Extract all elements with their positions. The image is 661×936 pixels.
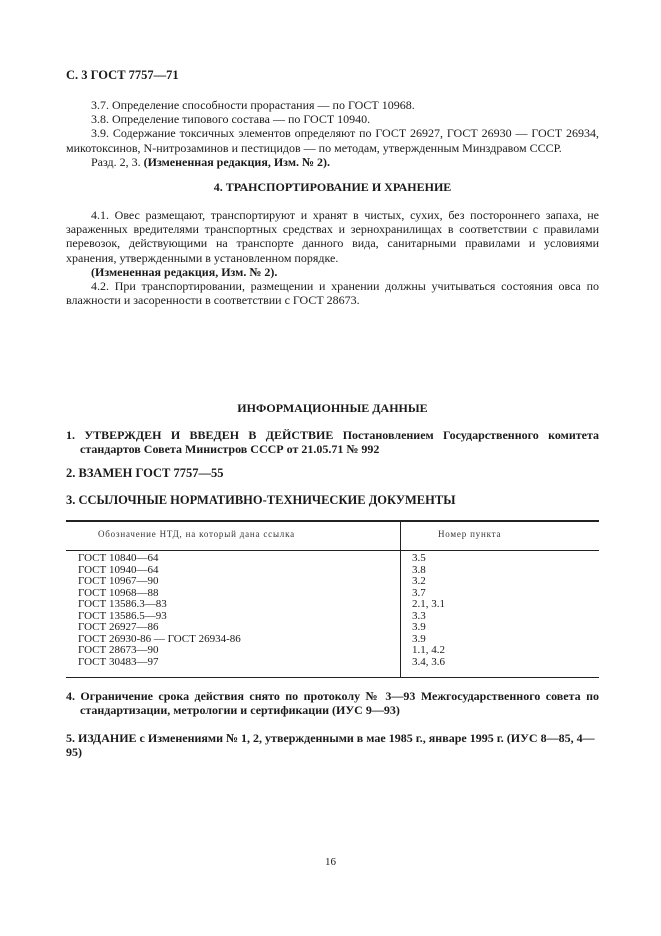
table-row-doc: ГОСТ 26930-86 — ГОСТ 26934-86 — [78, 632, 241, 645]
table-row-doc: ГОСТ 10967—90 — [78, 575, 159, 587]
info-item-2: 2. ВЗАМЕН ГОСТ 7757—55 — [66, 466, 224, 480]
table-row-clause: 3.3 — [412, 609, 426, 622]
section-4-body — [66, 208, 599, 307]
table-col2 — [412, 553, 445, 668]
table-row-doc: ГОСТ 10940—64 — [78, 563, 159, 576]
info-item-4: 4. Ограничение срока действия снято по протоколу № 3—93 Межгосударственного совета по стандартизации, метрологии и сертификации (ИУС 9—93) — [66, 689, 599, 718]
info-title: ИНФОРМАЦИОННЫЕ ДАННЫЕ — [237, 401, 428, 415]
razd-note — [66, 155, 599, 169]
clause-3-8: 3.8. Определение типового состава — по ГОСТ 10940. — [91, 112, 371, 127]
table-row-doc: ГОСТ 13586.3—83 — [78, 598, 167, 610]
table-row-clause: 3.8 — [412, 563, 426, 576]
table-row-clause: 3.7 — [412, 586, 426, 599]
table-bottom-rule — [66, 677, 599, 678]
table-header-col1: Обозначение НТД, на который дана ссылка — [98, 529, 295, 539]
table-col1 — [78, 553, 241, 668]
table-row-clause: 3.4, 3.6 — [412, 655, 445, 668]
clause-4-1-note: (Измененная редакция, Изм. № 2). — [91, 264, 278, 279]
info-item-5: 5. ИЗДАНИЕ с Изменениями № 1, 2, утвержденными в мае 1985 г., январе 1995 г. (ИУС 8—85, 4—95) — [66, 731, 595, 760]
info-item-1: 1. УТВЕРЖДЕН И ВВЕДЕН В ДЕЙСТВИЕ Постановлением Государственного комитета стандартов Совета Министров СССР от 21.05.71 № 992 — [66, 428, 599, 457]
razd-note-prefix: Разд. 2, 3. — [91, 154, 144, 169]
clause-4-2: 4.2. При транспортировании, размещении и хранении должны учитываться состояния овса по влажности и засоренности в соответствии с ГОСТ 28673. — [66, 279, 599, 308]
clause-3-7: 3.7. Определение способности прорастания — по ГОСТ 10968. — [91, 98, 415, 112]
razd-note-bold: (Измененная редакция, Изм. № 2). — [143, 154, 331, 169]
table-row-doc: ГОСТ 10968—88 — [78, 586, 159, 599]
clause-4-1: 4.1. Овес размещают, транспортируют и хранят в чистых, сухих, без постороннего запаха, не зараженных вредителями транспортных средствах и зернохранилищах в соответствии с правилами перевозок, действующими на транспорте данного вида, санитарными правилами и условиями хранения, утвержденными в установленном порядке. — [66, 208, 599, 265]
table-row-clause: 2.1, 3.1 — [412, 598, 445, 610]
table-row-doc: ГОСТ 30483—97 — [78, 655, 159, 668]
table-header-rule — [66, 550, 599, 551]
section-4-title: 4. ТРАНСПОРТИРОВАНИЕ И ХРАНЕНИЕ — [213, 180, 452, 194]
page-header: С. 3 ГОСТ 7757—71 — [66, 68, 179, 82]
table-row-doc: ГОСТ 13586.5—93 — [78, 609, 167, 622]
table-top-rule — [66, 520, 599, 522]
table-row-doc: ГОСТ 26927—86 — [78, 621, 159, 633]
table-row-clause: 3.9 — [412, 621, 426, 633]
table-row-clause: 3.9 — [412, 632, 426, 645]
page-number: 16 — [325, 856, 336, 868]
info-item-3: 3. ССЫЛОЧНЫЕ НОРМАТИВНО-ТЕХНИЧЕСКИЕ ДОКУМЕНТЫ — [66, 493, 456, 507]
clause-3-9: 3.9. Содержание токсичных элементов определяют по ГОСТ 26927, ГОСТ 26930 — ГОСТ 26934, микотоксинов, N-нитрозаминов и пестицидов — по методам, утвержденным Минздравом СССР. — [66, 126, 599, 155]
table-row-clause: 3.5 — [412, 552, 426, 564]
table-row-clause: 3.2 — [412, 575, 426, 587]
table-column-divider — [400, 520, 401, 677]
table-header-col2: Номер пункта — [438, 529, 502, 539]
clauses-block — [66, 98, 599, 169]
table-row-doc: ГОСТ 10840—64 — [78, 552, 159, 564]
table-row-clause: 1.1, 4.2 — [412, 644, 445, 656]
table-row-doc: ГОСТ 28673—90 — [78, 644, 159, 656]
